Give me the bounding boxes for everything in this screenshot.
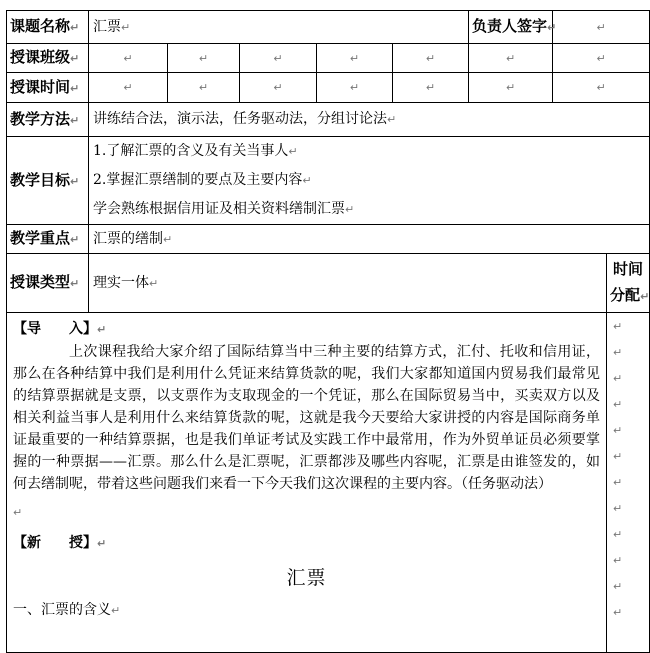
time-cell: ↵ [393, 73, 469, 103]
class-cell: ↵ [553, 44, 650, 73]
key-point-label: 教学重点↵ [7, 225, 89, 254]
subheading: 一、汇票的含义↵ [13, 602, 121, 618]
class-label: 授课班级↵ [7, 44, 89, 73]
class-cell: ↵ [317, 44, 393, 73]
method-value: 讲练结合法，演示法，任务驱动法，分组讨论法↵ [89, 103, 650, 137]
time-cell: ↵ [240, 73, 317, 103]
method-label: 教学方法↵ [7, 103, 89, 137]
time-cell: ↵ [469, 73, 553, 103]
time-alloc-label: 时间 分配↵ [607, 254, 650, 313]
lesson-plan-table [6, 10, 650, 653]
type-label: 授课类型↵ [7, 254, 89, 313]
class-cell: ↵ [469, 44, 553, 73]
section-title: 汇票 [286, 567, 327, 589]
new-heading: 【新 授】↵ [13, 535, 107, 551]
time-cell: ↵ [89, 73, 168, 103]
responsible-sign-label: 负责人签字↵ [469, 11, 553, 44]
key-point-value: 汇票的缮制↵ [89, 225, 650, 254]
empty-paragraph: ↵ [13, 506, 23, 519]
goal-item: 2.掌握汇票缮制的要点及主要内容↵ [93, 172, 312, 188]
time-cell: ↵ [553, 73, 650, 103]
intro-heading: 【导 入】↵ [13, 321, 107, 337]
time-cell: ↵ [168, 73, 240, 103]
goal-item: 学会熟练根据信用证及相关资料缮制汇票↵ [93, 201, 355, 217]
class-cell: ↵ [393, 44, 469, 73]
course-name-value: 汇票↵ [89, 11, 469, 44]
goals-label: 教学目标↵ [7, 137, 89, 225]
goal-item: 1.了解汇票的含义及有关当事人↵ [93, 143, 298, 159]
time-label: 授课时间↵ [7, 73, 89, 103]
goals-value [89, 137, 650, 225]
class-cell: ↵ [240, 44, 317, 73]
class-cell: ↵ [168, 44, 240, 73]
type-value: 理实一体↵ [89, 254, 607, 313]
course-name-label: 课题名称↵ [7, 11, 89, 44]
time-cell: ↵ [317, 73, 393, 103]
time-alloc-column: ↵ ↵ ↵ ↵ ↵ ↵ ↵ ↵ ↵ ↵ ↵ ↵ [607, 313, 650, 653]
responsible-sign-value: ↵ [553, 11, 650, 44]
intro-text: 上次课程我给大家介绍了国际结算当中三种主要的结算方式，汇付、托收和信用证，那么在各种结算中我们是利用什么凭证来结算货款的呢，我们大家都知道国内贸易我们最常见的结算票据就是支票，以支票作为支取现金的一个凭证，那么在国际贸易当中，买卖双方以及相关利益当事人是利用什么来结算货款的呢，这就是我今天要给大家讲授的内容是国际商务单证最重要的一种结算票据，也是我们单证考试及实践工作中最常用，作为外贸单证员必须要掌握的一种票据——汇票。那么什么是汇票呢，汇票都涉及哪些内容呢，汇票是由谁签发的，如何去缮制呢，带着这些问题我们来看一下今天我们这次课程的主要内容。（任务驱动法） [13, 344, 601, 492]
lesson-body [7, 313, 607, 653]
class-cell: ↵ [89, 44, 168, 73]
